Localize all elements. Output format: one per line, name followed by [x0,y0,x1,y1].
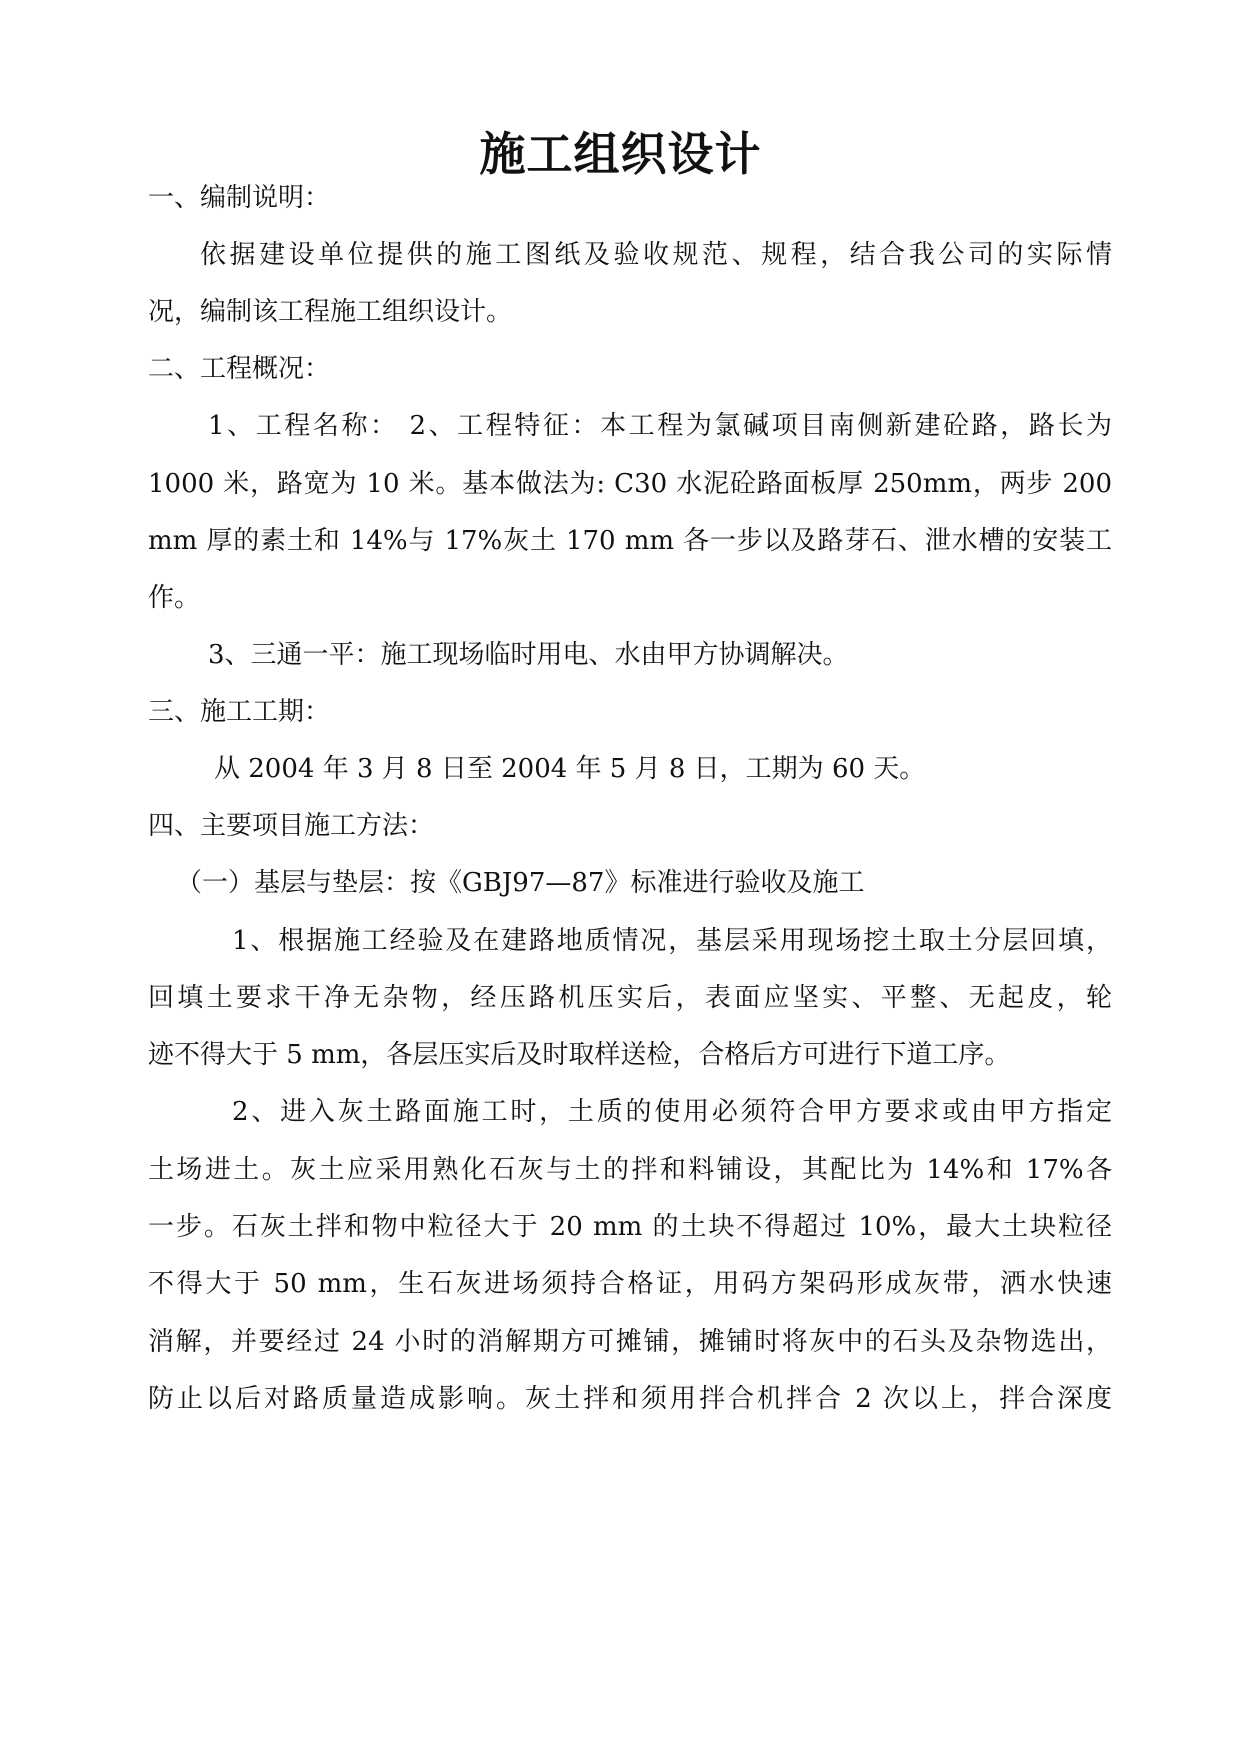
paragraph-line: 从 2004 年 3 月 8 日至 2004 年 5 月 8 日，工期为 60 天。 [214,754,926,784]
paragraph-line: 作。 [148,583,201,613]
paragraph-line: 一步。石灰土拌和物中粒径大于 20 mm 的土块不得超过 10%，最大土块粒径 [148,1212,1112,1242]
paragraph-line: 依据建设单位提供的施工图纸及验收规范、规程，结合我公司的实际情 [200,240,1112,270]
section-heading-4: 四、主要项目施工方法： [148,811,435,841]
paragraph-line: 防止以后对路质量造成影响。灰土拌和须用拌合机拌合 2 次以上，拌合深度 [148,1384,1112,1414]
section-heading-3: 三、施工工期： [148,697,331,727]
paragraph-line: 1、根据施工经验及在建路地质情况，基层采用现场挖土取土分层回填， [232,926,1112,956]
section-heading-1: 一、编制说明： [148,183,331,213]
paragraph-line: 1、工程名称： 2、工程特征：本工程为氯碱项目南侧新建砼路，路长为 [208,411,1112,441]
paragraph-line: 2、进入灰土路面施工时，土质的使用必须符合甲方要求或由甲方指定 [232,1097,1112,1127]
paragraph-line: 迹不得大于 5 mm，各层压实后及时取样送检，合格后方可进行下道工序。 [148,1040,1011,1070]
paragraph-line: 1000 米，路宽为 10 米。基本做法为: C30 水泥砼路面板厚 250mm，两步 200 [148,469,1112,499]
paragraph-line: 消解，并要经过 24 小时的消解期方可摊铺，摊铺时将灰中的石头及杂物选出， [148,1327,1112,1357]
paragraph-line: 回填土要求干净无杂物，经压路机压实后，表面应坚实、平整、无起皮，轮 [148,983,1112,1013]
paragraph-line: 不得大于 50 mm，生石灰进场须持合格证，用码方架码形成灰带，洒水快速 [148,1269,1112,1299]
paragraph-line: 3、三通一平：施工现场临时用电、水由甲方协调解决。 [208,640,849,670]
paragraph-line: 况，编制该工程施工组织设计。 [148,297,513,327]
subsection-heading: （一）基层与垫层：按《GBJ97—87》标准进行验收及施工 [176,868,865,898]
paragraph-line: mm 厚的素土和 14%与 17%灰土 170 mm 各一步以及路芽石、泄水槽的安装工 [148,526,1112,556]
paragraph-line: 土场进土。灰土应采用熟化石灰与土的拌和料铺设，其配比为 14%和 17%各 [148,1155,1112,1185]
page-title: 施工组织设计 [479,127,762,181]
section-heading-2: 二、工程概况： [148,354,331,384]
